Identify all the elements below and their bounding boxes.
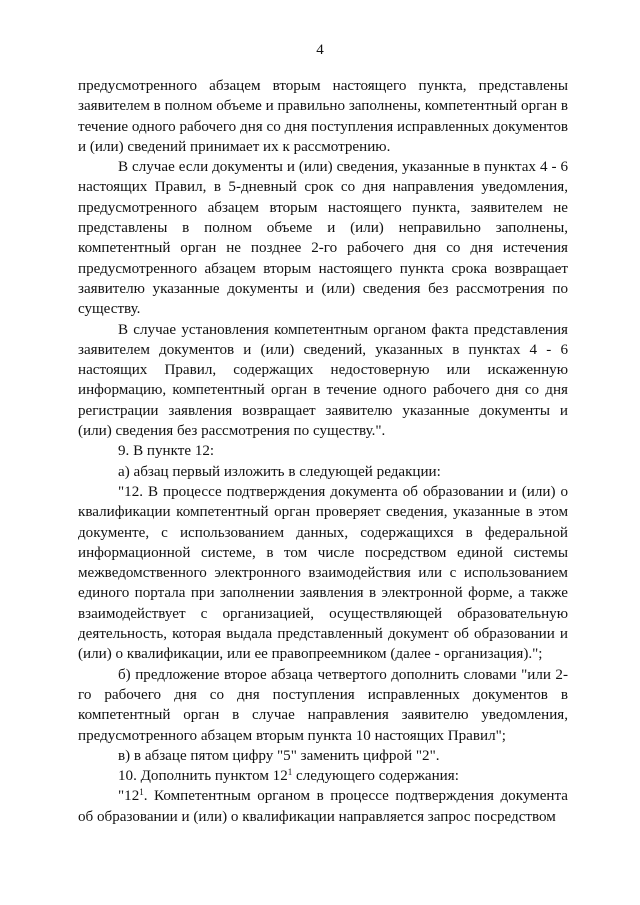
item-12-1-superscript: 1 bbox=[139, 787, 144, 798]
document-body bbox=[78, 76, 568, 827]
item-12-1-before: "12 bbox=[118, 788, 140, 805]
paragraph-item-9c: в) в абзаце пятом цифру "5" заменить цифрой "2". bbox=[118, 747, 440, 764]
item-10-before: 10. Дополнить пунктом 12 bbox=[118, 768, 288, 785]
item-10-superscript: 1 bbox=[287, 767, 293, 778]
item-12-1-after: . Компетентным органом в процессе подтверждения документа об образовании и (или) о квалификации направляется запрос посредством bbox=[78, 788, 568, 825]
paragraph-item-9a: а) абзац первый изложить в следующей редакции: bbox=[118, 463, 441, 480]
paragraph-return-incomplete: В случае если документы и (или) сведения, указанные в пунктах 4 - 6 настоящих Правил, в 5-дневный срок со дня направления уведомления, предусмотренного абзацем вторым настоящего пункта, заявителем не представлены в полном объеме и (или) неправильно заполнены, компетентный орган не позднее 2-го рабочего дня со дня истечения предусмотренного абзацем вторым настоящего пункта срока возвращает заявителю указанные документы и (или) сведения без рассмотрения по существу. bbox=[78, 159, 568, 318]
paragraph-item-9b: б) предложение второе абзаца четвертого дополнить словами "или 2-го рабочего дня со дня поступления исправленных документов в компетентный орган в случае направления заявителю уведомления, предусмотренного абзацем вторым пункта 10 настоящих Правил"; bbox=[78, 666, 568, 744]
item-10-after: следующего содержания: bbox=[292, 768, 459, 785]
paragraph-item-10 bbox=[78, 766, 568, 786]
paragraph-item-9: 9. В пункте 12: bbox=[118, 443, 215, 460]
paragraph-item-12-text: "12. В процессе подтверждения документа об образовании и (или) о квалификации компетентный орган проверяет сведения, указанные в этом документе, с использованием данных, содержащихся в федеральной информационной системе, в том числе посредством единой системы межведомственного электронного взаимодействия или с использованием единого портала при заполнении заявления в электронной форме, а также взаимодействует с организацией, осуществляющей образовательную деятельность, которая выдала представленный документ об образовании и (или) о квалификации, или ее правопреемником (далее - организация)."; bbox=[78, 483, 568, 663]
paragraph-return-false-info: В случае установления компетентным органом факта представления заявителем документов и (или) сведений, указанных в пунктах 4 - 6 настоящих Правил, содержащих недостоверную или искаженную информацию, компетентный орган в течение одного рабочего дня со дня регистрации заявления возвращает заявителю указанные документы и (или) сведения без рассмотрения по существу.". bbox=[78, 321, 568, 440]
paragraph-item-12-1 bbox=[78, 786, 568, 827]
page-number: 4 bbox=[316, 42, 324, 58]
paragraph-continuation: предусмотренного абзацем вторым настоящего пункта, представлены заявителем в полном объеме и правильно заполнены, компетентный орган в течение одного рабочего дня со дня поступления исправленных документов и (или) сведений принимает их к рассмотрению. bbox=[78, 78, 568, 155]
